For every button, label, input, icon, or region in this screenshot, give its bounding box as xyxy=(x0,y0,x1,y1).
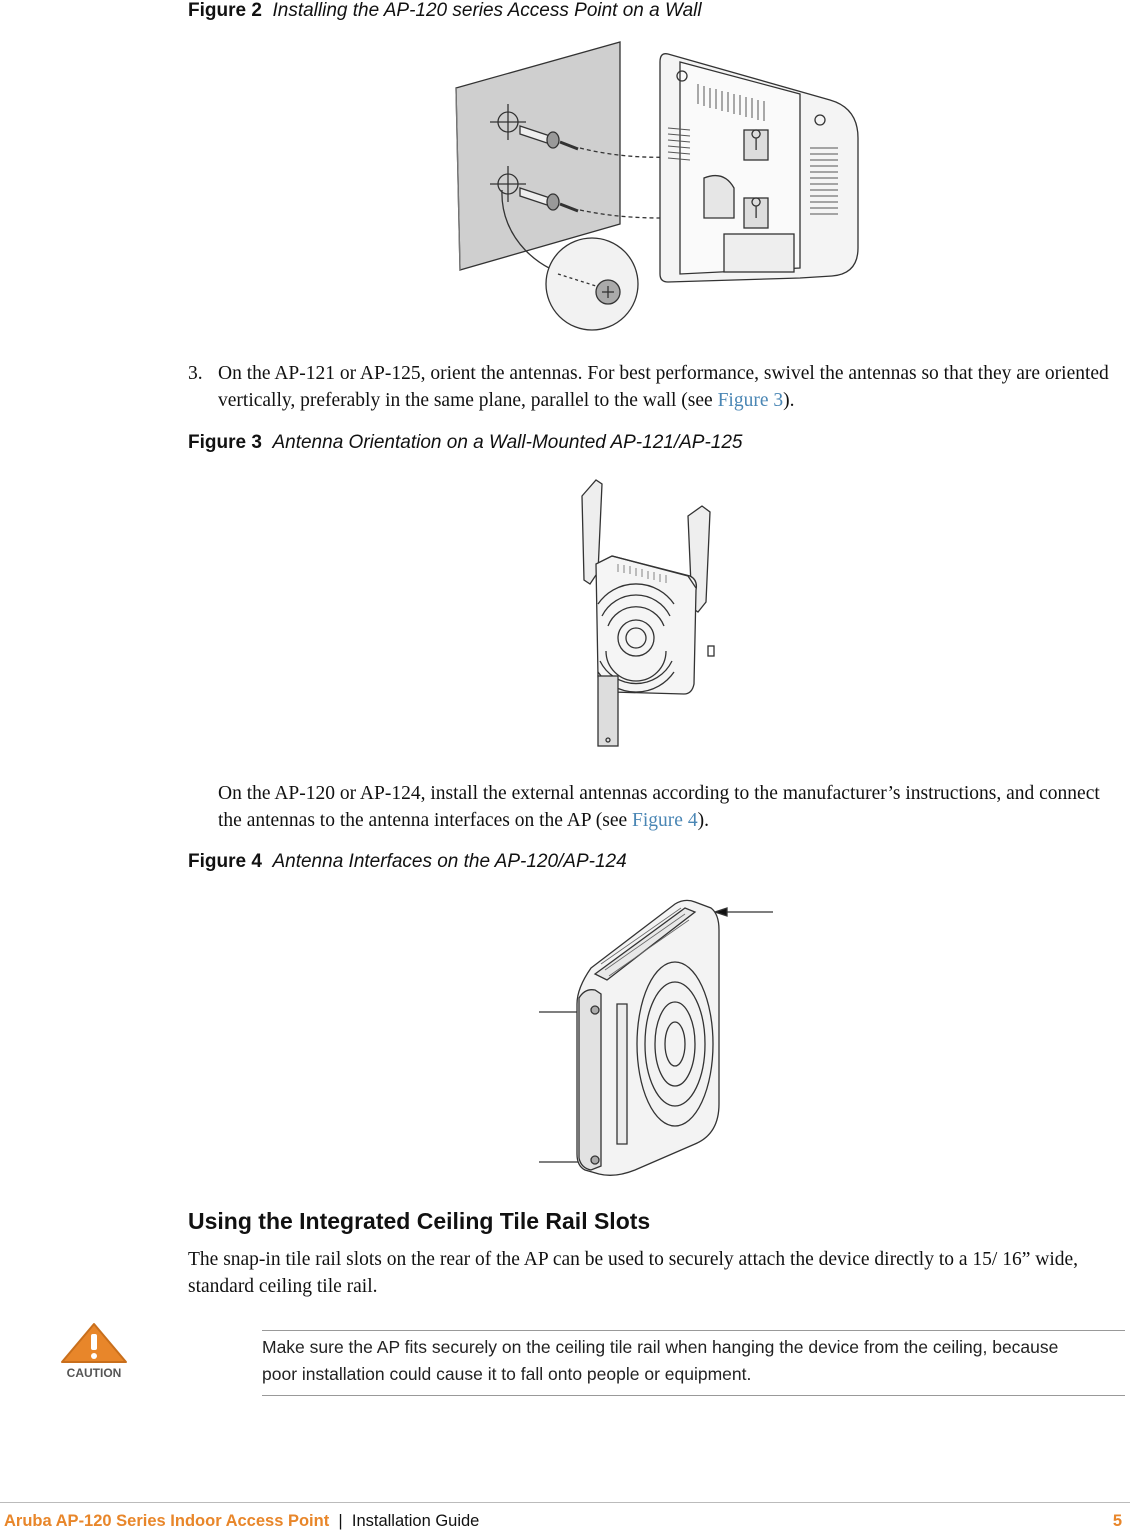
figure-4-caption xyxy=(188,851,627,873)
figure-2-label: Figure 2 xyxy=(188,0,262,21)
footer-separator: | xyxy=(338,1512,343,1530)
caution-icon xyxy=(56,1322,132,1372)
footer-rule xyxy=(0,1502,1130,1503)
figure-3-title: Antenna Orientation on a Wall-Mounted AP-121/AP-125 xyxy=(272,432,743,453)
figure-3-illustration xyxy=(576,476,726,751)
caution-text: Make sure the AP fits securely on the ceiling tile rail when hanging the device from the ceiling, because poor installation could cause it to fall onto people or equipment. xyxy=(262,1337,1059,1384)
footer-doc: Installation Guide xyxy=(351,1512,480,1530)
figure-4-illustration xyxy=(535,894,780,1179)
caution-rule-top xyxy=(262,1330,1125,1331)
caution-label: CAUTION xyxy=(66,1366,122,1380)
footer-brand: Aruba AP-120 Series Indoor Access Point xyxy=(4,1512,330,1530)
figure-4-title: Antenna Interfaces on the AP-120/AP-124 xyxy=(272,851,627,872)
caution-rule-bottom xyxy=(262,1395,1125,1396)
figure-2-caption xyxy=(188,0,702,22)
figure-3-label: Figure 3 xyxy=(188,432,262,453)
figure-2-title: Installing the AP-120 series Access Point on a Wall xyxy=(272,0,702,21)
step-3-text: On the AP-121 or AP-125, orient the antennas. For best performance, swivel the antennas so that they are oriented vertically, preferably in the same plane, parallel to the wall (see Figure 3). xyxy=(218,363,1109,411)
figure-3-link[interactable]: Figure 3 xyxy=(717,390,784,411)
figure-4-link[interactable]: Figure 4 xyxy=(632,810,698,831)
paragraph-antennas: On the AP-120 or AP-124, install the external antennas according to the manufacturer’s instructions, and connect the antennas to the antenna interfaces on the AP (see Figure 4). xyxy=(218,783,1100,831)
step-3-number: 3. xyxy=(188,363,203,384)
figure-4-label: Figure 4 xyxy=(188,851,262,872)
footer xyxy=(4,1512,479,1531)
page-number: 5 xyxy=(1112,1512,1122,1530)
section-body: The snap-in tile rail slots on the rear of the AP can be used to securely attach the device directly to a 15/ 16” wide, standard ceiling tile rail. xyxy=(188,1249,1079,1297)
section-heading: Using the Integrated Ceiling Tile Rail Slots xyxy=(188,1208,651,1234)
figure-3-caption xyxy=(188,432,742,454)
figure-2-illustration xyxy=(440,38,870,333)
step-3 xyxy=(188,360,1118,414)
